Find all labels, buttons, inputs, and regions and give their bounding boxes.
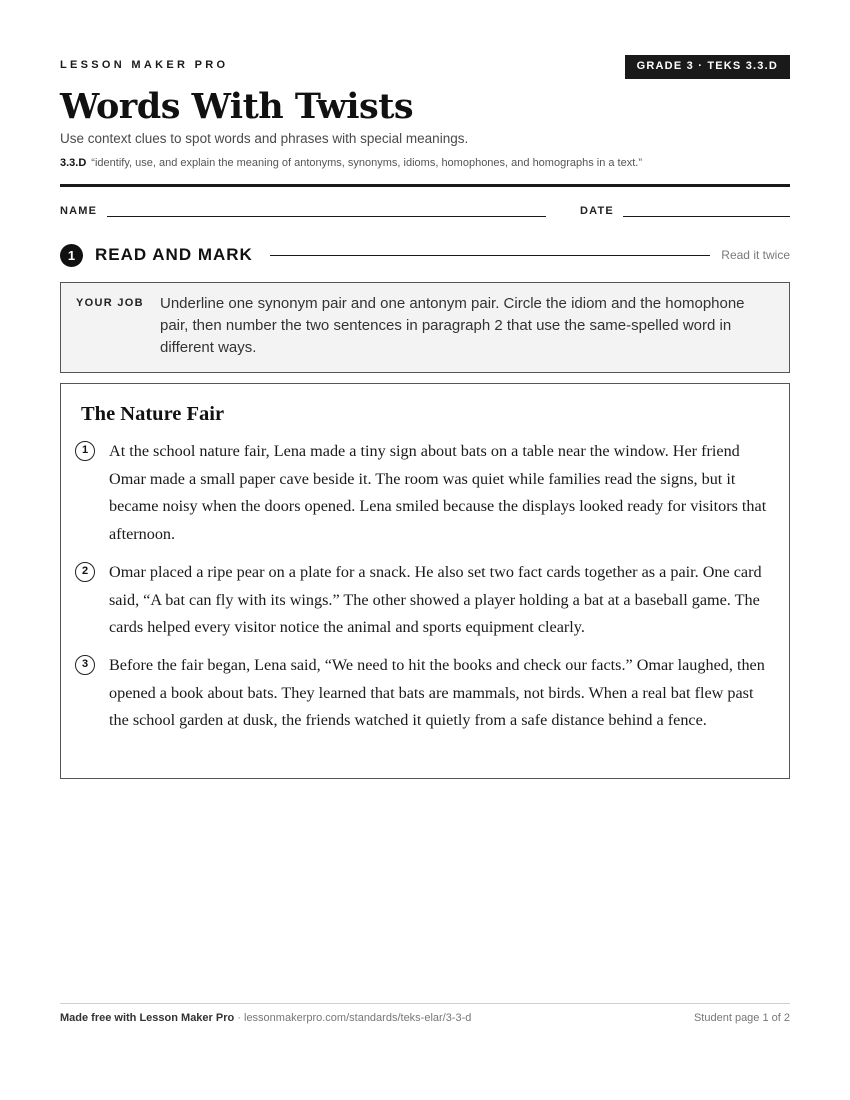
paragraph-text: Before the fair began, Lena said, “We need to hit the books and check our facts.” Omar laughed, then opened a book about bats. They learned that bats are mammals, not birds. When a real bat flew past the school garden at dusk, the friends watched it quietly from a safe distance behind a fence. (109, 656, 765, 729)
paragraph-text: At the school nature fair, Lena made a tiny sign about bats on a table near the window. Her friend Omar made a small paper cave beside it. The room was quiet while families read the signs, but it became noisy when the doors opened. Lena smiled because the displays looked ready for visitors that afternoon. (109, 442, 767, 543)
section-hint: Read it twice (721, 248, 790, 262)
brand-name: LESSON MAKER PRO (60, 59, 229, 71)
passage-title: The Nature Fair (81, 403, 225, 425)
grade-badge: GRADE 3 · TEKS 3.3.D (625, 55, 790, 79)
instructions-label: YOUR JOB (76, 297, 144, 309)
name-field[interactable] (107, 216, 546, 217)
instructions-box (60, 282, 790, 373)
section-heading: READ AND MARK (95, 245, 253, 264)
footer-url[interactable]: · lessonmakerpro.com/standards/teks-elar/3-3-d (234, 1012, 472, 1024)
footer-made-with: Made free with Lesson Maker Pro (60, 1012, 235, 1024)
standard-code: 3.3.D (60, 157, 87, 169)
top-bar (60, 55, 790, 79)
section-number-badge: 1 (60, 244, 83, 267)
header-divider (60, 184, 790, 187)
name-date-row (60, 205, 790, 221)
paragraph-text: Omar placed a ripe pear on a plate for a snack. He also set two fact cards together as a pair. One card said, “A bat can fly with its wings.” The other showed a player holding a bat at a baseball game. The cards helped every visitor notice the animal and sports equipment clearly. (109, 563, 762, 636)
page-footer (60, 1012, 790, 1024)
paragraph-number: 3 (75, 655, 95, 675)
footer-divider (60, 1003, 790, 1004)
footer-page-number: Student page 1 of 2 (693, 1012, 790, 1024)
name-label: NAME (60, 205, 98, 217)
date-label: DATE (580, 205, 614, 217)
standard-text: “identify, use, and explain the meaning of antonyms, synonyms, idioms, homophones, and homographs in a text.” (91, 157, 643, 169)
instructions-text: Underline one synonym pair and one antonym pair. Circle the idiom and the homophone pair, then number the two sentences in paragraph 2 that use the same-spelled word in different ways. (160, 295, 745, 356)
worksheet-page (60, 0, 790, 1100)
reading-passage (60, 383, 790, 779)
page-subtitle: Use context clues to spot words and phrases with special meanings. (60, 131, 469, 146)
section-rule (270, 255, 710, 256)
paragraph-number: 2 (75, 562, 95, 582)
paragraph-number: 1 (75, 441, 95, 461)
section-header (60, 243, 790, 267)
standard-line (60, 157, 642, 169)
date-field[interactable] (623, 216, 790, 217)
page-title: Words With Twists (60, 86, 414, 127)
